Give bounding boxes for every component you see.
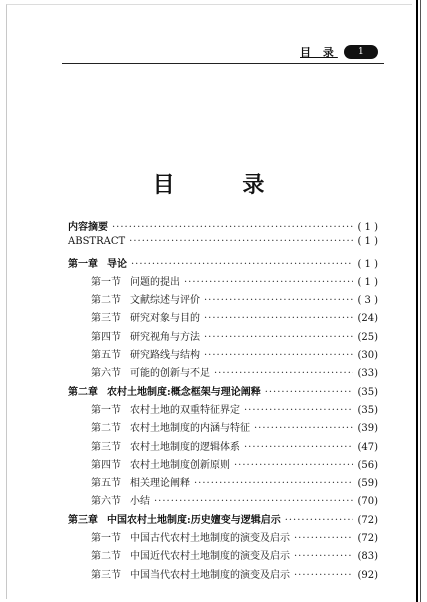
toc-entry[interactable] (68, 236, 378, 254)
toc-entry-number: 第二章 (68, 386, 98, 398)
toc-leader-dots (129, 236, 353, 247)
page-edge-shadow (420, 0, 421, 602)
page-title: 目 录 (152, 172, 295, 198)
toc-entry[interactable] (68, 255, 378, 273)
toc-entry-page: ( 1 ) (357, 222, 378, 233)
toc-entry-label: 小结 (130, 496, 150, 508)
toc-entry-label: 农村土地制度的内涵与特征 (130, 423, 250, 435)
toc-leader-dots (294, 551, 353, 562)
toc-entry[interactable] (68, 547, 378, 565)
toc-entry-number: 第二节 (91, 551, 121, 563)
table-of-contents (68, 218, 378, 584)
toc-leader-dots (194, 478, 353, 489)
toc-entry[interactable] (68, 438, 378, 456)
toc-entry[interactable] (68, 456, 378, 474)
toc-entry-page: (92) (357, 569, 378, 581)
toc-leader-dots (204, 313, 353, 324)
toc-entry-number: 第一节 (91, 276, 121, 288)
toc-entry-page: (72) (357, 514, 378, 526)
toc-entry-number: 第三节 (91, 569, 121, 581)
toc-entry-page: (47) (357, 441, 378, 453)
toc-leader-dots (244, 405, 353, 416)
toc-entry-number: 第二节 (91, 295, 121, 307)
toc-entry-label: 导论 (107, 258, 127, 270)
toc-leader-dots (285, 515, 354, 526)
toc-entry-label: 文献综述与评价 (130, 295, 200, 307)
toc-entry-page: (30) (357, 350, 378, 362)
toc-leader-dots (112, 222, 353, 233)
toc-entry[interactable] (68, 511, 378, 529)
toc-entry[interactable] (68, 364, 378, 382)
toc-entry[interactable] (68, 346, 378, 364)
toc-entry-number: 第一节 (91, 404, 121, 416)
toc-entry-number: 第四节 (91, 331, 121, 343)
toc-entry-label: 中国当代农村土地制度的演变及启示 (130, 569, 290, 581)
toc-entry[interactable] (68, 419, 378, 437)
toc-entry-label: 农村土地制度创新原则 (130, 459, 230, 471)
toc-leader-dots (184, 277, 353, 288)
toc-entry[interactable] (68, 291, 378, 309)
toc-entry-page: (35) (357, 404, 378, 416)
toc-entry-number: 第六节 (91, 368, 121, 380)
toc-entry[interactable] (68, 566, 378, 584)
toc-entry-label: 农村土地制度的逻辑体系 (130, 441, 240, 453)
toc-entry-page: (72) (357, 533, 378, 545)
toc-entry[interactable] (68, 492, 378, 510)
running-head (300, 44, 378, 60)
toc-entry-label: 中国近代农村土地制度的演变及启示 (130, 551, 290, 563)
toc-leader-dots (154, 496, 353, 507)
toc-entry-number: 第五节 (91, 350, 121, 362)
toc-entry-page: (33) (357, 368, 378, 380)
toc-entry-number: 第二节 (91, 423, 121, 435)
toc-entry[interactable] (68, 474, 378, 492)
toc-entry-label: 中国古代农村土地制度的演变及启示 (130, 533, 290, 545)
toc-entry[interactable] (68, 529, 378, 547)
toc-entry-page: (39) (357, 423, 378, 435)
toc-entry-number: 第五节 (91, 478, 121, 490)
toc-entry-label: 可能的创新与不足 (130, 368, 210, 380)
page-number-badge: 1 (344, 45, 378, 59)
toc-entry[interactable] (68, 273, 378, 291)
toc-entry-label: 农村土地的双重特征界定 (130, 404, 240, 416)
toc-entry-number: 第六节 (91, 496, 121, 508)
toc-leader-dots (294, 533, 353, 544)
toc-entry-label: 研究对象与目的 (130, 313, 200, 325)
toc-entry-number: 第四节 (91, 459, 121, 471)
toc-entry-page: ( 1 ) (357, 276, 378, 288)
toc-leader-dots (131, 259, 353, 270)
toc-entry-label: 中国农村土地制度:历史嬗变与逻辑启示 (107, 514, 281, 526)
toc-entry[interactable] (68, 401, 378, 419)
toc-entry-label: 农村土地制度:概念框架与理论阐释 (107, 386, 261, 398)
toc-entry[interactable] (68, 309, 378, 327)
toc-entry-page: ( 3 ) (357, 295, 378, 307)
toc-leader-dots (265, 387, 354, 398)
toc-entry-number: 第一章 (68, 258, 98, 270)
page-edge-line (416, 0, 418, 602)
toc-entry-label: 研究视角与方法 (130, 331, 200, 343)
header-rule (62, 63, 384, 64)
toc-entry-label: 内容摘要 (68, 222, 108, 233)
toc-entry-label: ABSTRACT (68, 236, 126, 248)
toc-leader-dots (204, 295, 353, 306)
toc-entry-page: (70) (357, 496, 378, 508)
toc-entry-page: ( 1 ) (357, 236, 378, 248)
toc-leader-dots (204, 332, 353, 343)
toc-entry-page: (56) (357, 459, 378, 471)
toc-leader-dots (234, 460, 353, 471)
toc-entry[interactable] (68, 328, 378, 346)
toc-entry-number: 第一节 (91, 533, 121, 545)
toc-entry-number: 第三章 (68, 514, 98, 526)
toc-leader-dots (254, 423, 353, 434)
toc-entry-page: (25) (357, 331, 378, 343)
toc-entry-page: (59) (357, 478, 378, 490)
toc-entry-page: ( 1 ) (357, 258, 378, 270)
toc-leader-dots (204, 350, 353, 361)
toc-entry-page: (24) (357, 313, 378, 325)
toc-entry-number: 第三节 (91, 441, 121, 453)
toc-leader-dots (244, 442, 353, 453)
toc-leader-dots (214, 368, 353, 379)
toc-entry-label: 相关理论阐释 (130, 478, 190, 490)
toc-entry[interactable] (68, 218, 378, 236)
toc-entry-number: 第三节 (91, 313, 121, 325)
toc-entry-page: (83) (357, 551, 378, 563)
toc-entry-page: (35) (357, 386, 378, 398)
toc-leader-dots (294, 570, 353, 581)
toc-entry[interactable] (68, 383, 378, 401)
running-head-title: 目 录 (300, 46, 338, 59)
toc-entry-label: 研究路线与结构 (130, 350, 200, 362)
toc-entry-label: 问题的提出 (130, 276, 180, 288)
